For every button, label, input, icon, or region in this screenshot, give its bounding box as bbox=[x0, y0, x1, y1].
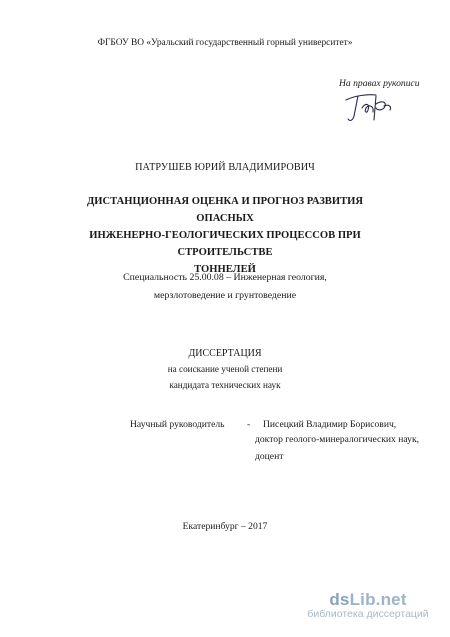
specialty-line-1: Специальность 25.00.08 – Инженерная геология, bbox=[123, 272, 327, 283]
dissertation-title bbox=[60, 193, 390, 278]
title-line: ДИСТАНЦИОННАЯ ОЦЕНКА И ПРОГНОЗ РАЗВИТИЯ ОПАСНЫХ bbox=[86, 196, 364, 224]
watermark-logo-suffix: Lib.net bbox=[349, 590, 407, 609]
supervisor-degree: доктор геолого-минералогических наук, bbox=[255, 434, 420, 445]
specialty-line-2: мерзлотоведение и грунтоведение bbox=[153, 290, 297, 301]
title-line: ТОННЕЛЕЙ bbox=[194, 264, 256, 275]
title-line: ИНЖЕНЕРНО-ГЕОЛОГИЧЕСКИХ ПРОЦЕССОВ ПРИ СТРОИТЕЛЬСТВЕ bbox=[89, 230, 361, 258]
city-year: Екатеринбург – 2017 bbox=[182, 521, 268, 532]
supervisor-label: Научный руководитель bbox=[130, 419, 225, 430]
author-name: ПАТРУШЕВ ЮРИЙ ВЛАДИМИРОВИЧ bbox=[135, 162, 315, 173]
supervisor-name: Писецкий Владимир Борисович, bbox=[263, 419, 397, 430]
handwritten-signature bbox=[340, 86, 412, 126]
degree-line-2: кандидата технических наук bbox=[169, 380, 281, 390]
watermark-logo-prefix: ds bbox=[329, 590, 350, 609]
dslib-watermark[interactable] bbox=[298, 590, 438, 620]
watermark-subtitle: библиотека диссертаций bbox=[307, 608, 429, 620]
dissertation-heading: ДИССЕРТАЦИЯ bbox=[188, 348, 262, 359]
watermark-logo bbox=[298, 590, 438, 610]
degree-line-1: на соискание ученой степени bbox=[167, 364, 283, 374]
supervisor-title: доцент bbox=[255, 451, 284, 462]
institution-name: ФГБОУ ВО «Уральский государственный горный университет» bbox=[97, 38, 353, 48]
rights-label: На правах рукописи bbox=[339, 78, 420, 89]
supervisor-dash: - bbox=[247, 419, 251, 430]
